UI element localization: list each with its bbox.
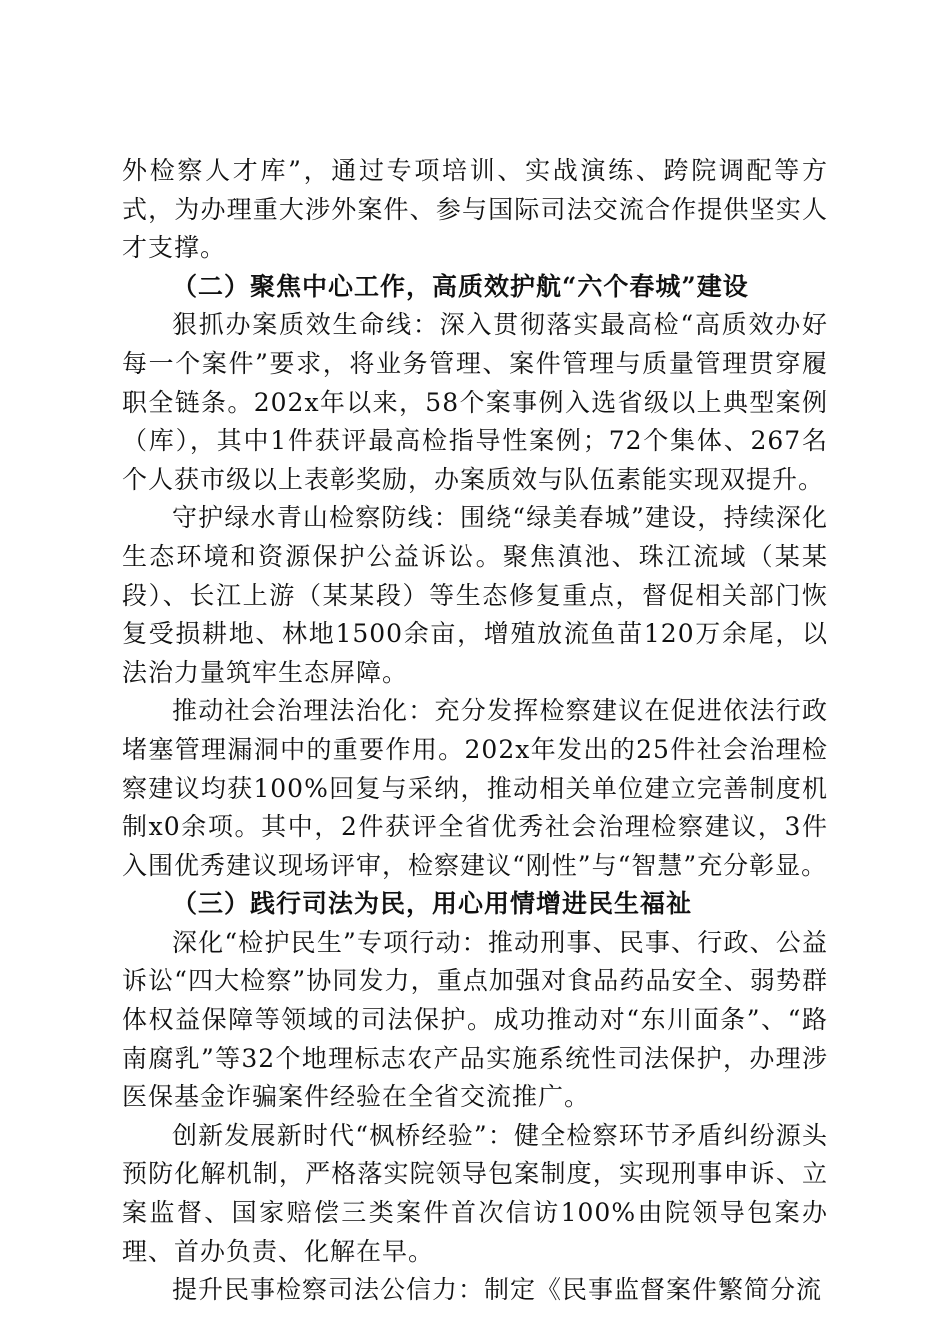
body-paragraph-ecology: 守护绿水青山检察防线：围绕“绿美春城”建设，持续深化生态环境和资源保护公益诉讼。聚焦滇池、珠江流域（某某段）、长江上游（某某段）等生态修复重点，督促相关部门恢复受损耕地、林地1500余亩，增殖放流鱼苗120万余尾，以法治力量筑牢生态屏障。: [122, 503, 828, 687]
section-heading-3: （三）践行司法为民，用心用情增进民生福祉: [172, 889, 693, 919]
body-paragraph-social-governance: 推动社会治理法治化：充分发挥检察建议在促进依法行政堵塞管理漏洞中的重要作用。202x年发出的25件社会治理检察建议均获100%回复与采纳，推动相关单位建立完善制度机制x0余项。其中，2件获评全省优秀社会治理检察建议，3件入围优秀建议现场评审，检察建议“刚性”与“智慧”充分彰显。: [122, 696, 828, 880]
body-paragraph-livelihood: 深化“检护民生”专项行动：推动刑事、民事、行政、公益诉讼“四大检察”协同发力，重点加强对食品药品安全、弱势群体权益保障等领域的司法保护。成功推动对“东川面条”、“路南腐乳”等32个地理标志农产品实施系统性司法保护，办理涉医保基金诈骗案件经验在全省交流推广。: [122, 927, 828, 1112]
body-paragraph-fengqiao: 创新发展新时代“枫桥经验”：健全检察环节矛盾纠纷源头预防化解机制，严格落实院领导包案制度，实现刑事申诉、立案监督、国家赔偿三类案件首次信访100%由院领导包案办理、首办负责、化解在早。: [122, 1120, 828, 1266]
body-paragraph-civil-procuratorate: 提升民事检察司法公信力：制定《民事监督案件繁简分流: [172, 1275, 823, 1305]
section-heading-2: （二）聚焦中心工作，高质效护航“六个春城”建设: [172, 271, 749, 301]
body-paragraph-case-quality: 狠抓办案质效生命线：深入贯彻落实最高检“高质效办好每一个案件”要求，将业务管理、案件管理与质量管理贯穿履职全链条。202x年以来，58个案事例入选省级以上典型案例（库），其中1件获评最高检指导性案例；72个集体、267名个人获市级以上表彰奖励，办案质效与队伍素能实现双提升。: [122, 310, 828, 494]
body-paragraph-1: 外检察人才库”，通过专项培训、实战演练、跨院调配等方式，为办理重大涉外案件、参与国际司法交流合作提供坚实人才支撑。: [122, 156, 828, 263]
document-body: [122, 152, 828, 1310]
